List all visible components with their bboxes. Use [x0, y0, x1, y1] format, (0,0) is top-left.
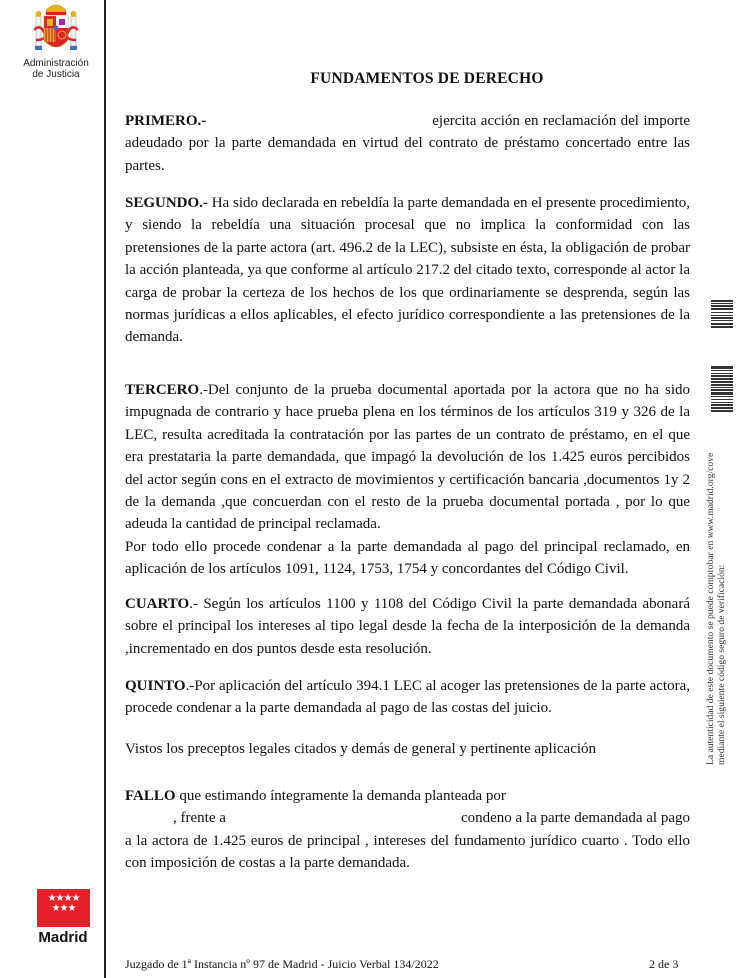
tercero-heading: TERCERO — [125, 382, 200, 398]
fallo-frente: , frente a — [173, 810, 226, 827]
verification-line2: mediante el siguiente código seguro de verificación: — [716, 564, 727, 765]
fallo-line1 — [125, 785, 690, 807]
barcode-top — [711, 300, 733, 329]
quinto-heading: QUINTO — [125, 678, 186, 694]
madrid-logo-label: Madrid — [38, 929, 88, 946]
primero-text: importe adeudado por la parte demandada en virtud del contrato de préstamo concertado entre las partes. — [125, 113, 691, 174]
barcode-bottom — [711, 366, 733, 413]
section-tercero — [125, 379, 690, 581]
primero-heading: PRIMERO.- — [125, 113, 207, 129]
verification-text — [705, 453, 727, 765]
page-title: FUNDAMENTOS DE DERECHO — [310, 70, 544, 87]
spain-crest-icon — [34, 2, 78, 58]
section-primero — [125, 110, 690, 177]
madrid-stars-icon: ★★★★ ★★★ — [47, 893, 80, 914]
tercero-text: .-Del conjunto de la prueba documental aportada por la actora que no ha sido impugnada de contrario y hace prueba plena en los términos de los artículos 319 y 326 de la LEC, resulta acreditada la contratación por las partes de un contrato de préstamo, en el que era prestataria la parte demandada, que impagó la devolución de los 1.425 euros percibidos del actor según cons en el extracto de movimientos y certificación bancaria ,documentos 1y 2 de la demanda ,que concuerdan con el resto de la prueba documental portada , por lo que adeuda la cantidad de principal reclamada. — [125, 382, 690, 533]
fallo-condeno: condeno a la parte demandada al pago — [460, 810, 690, 827]
segundo-heading: SEGUNDO.- — [125, 195, 208, 211]
crest-label-line2: de Justicia — [32, 69, 80, 80]
cuarto-text: .- Según los artículos 1100 y 1108 del Código Civil la parte demandada abonará sobre el principal los intereses al tipo legal desde la fecha de la interposición de la demanda ,incrementado en dos puntos desde esta resolución. — [125, 596, 690, 657]
verification-line1: La autenticidad de este documento se puede comprobar en www.madrid.org/cove — [705, 452, 716, 765]
vistos-text: Vistos los preceptos legales citados y demás de general y pertinente aplicación — [125, 741, 597, 757]
quinto-text: .-Por aplicación del artículo 394.1 LEC al acoger las pretensiones de la parte actora, procede condenar a la parte demandada al pago de las costas del juicio. — [125, 678, 690, 717]
section-vistos — [125, 738, 690, 760]
fallo-text-rest: a la actora de 1.425 euros de principal , intereses del fundamento jurídico cuarto . Todo ello con imposición de costas a la parte demandada. — [125, 832, 690, 872]
crest-label-line1: Administración — [23, 58, 89, 69]
section-quinto — [125, 675, 690, 720]
section-fallo — [125, 785, 690, 875]
crest-label — [6, 58, 106, 80]
margin-line — [104, 0, 106, 978]
footer-court: Juzgado de 1ª Instancia nº 97 de Madrid - Juicio Verbal 134/2022 — [125, 957, 439, 971]
segundo-text: Ha sido declarada en rebeldía la parte demandada en el presente procedimiento, y siendo la rebeldía una situación procesal que no implica la conformidad con las pretensiones de la parte actora (art. 496.2 de la LEC), subsiste en ésta, la obligación de probar la acción planteada, ya que conforme al artículo 217.2 del citado texto, corresponde al actor la carga de probar la certeza de los hechos de los que ordinariamente se desprenda, según las normas jurídicas a ellos aplicables, el efecto jurídico correspondiente a las pretensiones de la demanda. — [125, 195, 691, 346]
fallo-heading: FALLO — [125, 788, 176, 804]
fallo-text-line1: que estimando íntegramente la demanda planteada por — [179, 788, 506, 804]
fallo-line2 — [125, 807, 690, 829]
tercero-text2: Por todo ello procede condenar a la parte demandada al pago del principal reclamado, en aplicación de los artículos 1091, 1124, 1753, 1754 y concordantes del Código Civil. — [125, 538, 690, 578]
primero-text-line1: ejercita acción en reclamación del — [432, 113, 639, 129]
section-cuarto — [125, 593, 690, 660]
footer-page-number: 2 de 3 — [649, 957, 679, 971]
section-segundo — [125, 192, 690, 349]
cuarto-heading: CUARTO — [125, 596, 190, 612]
